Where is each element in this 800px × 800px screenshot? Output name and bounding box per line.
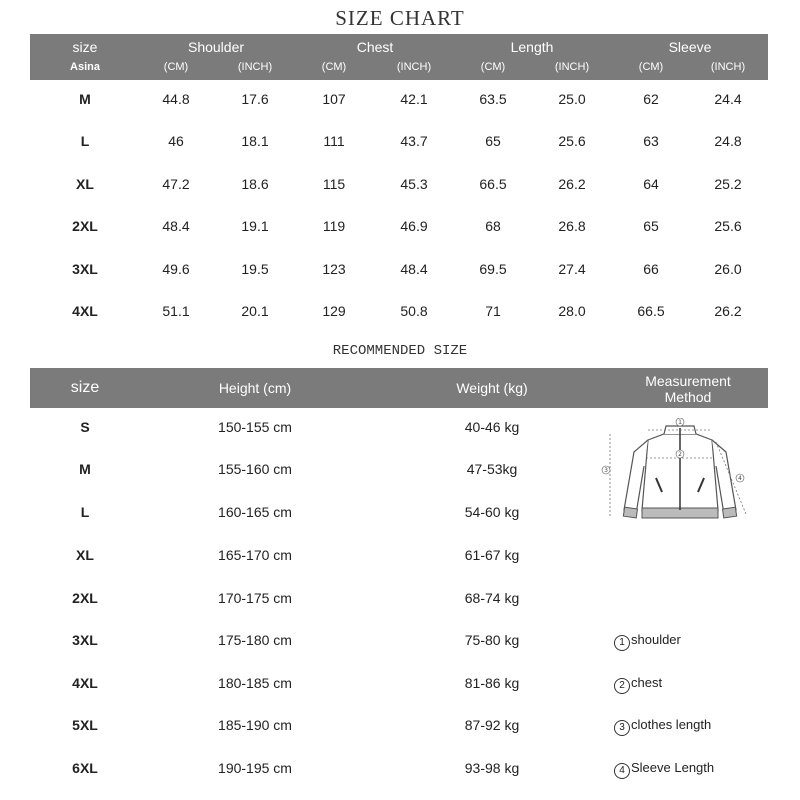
jacket-right-cuff [723, 507, 737, 518]
rec-height: 175-180 cm [218, 632, 292, 648]
value-cell: 62 [643, 91, 659, 107]
rec-size: S [80, 419, 90, 435]
size-cell: M [79, 91, 91, 107]
header-length: Length [510, 39, 554, 55]
size-cell: L [80, 133, 90, 149]
rec-height: 150-155 cm [218, 419, 292, 435]
value-cell: 107 [322, 91, 346, 107]
list-item [30, 590, 768, 610]
mark-1-text: 1 [678, 419, 682, 426]
rec-weight: 54-60 kg [464, 504, 520, 520]
value-cell: 69.5 [479, 261, 507, 277]
rec-header-measurement [645, 373, 731, 405]
value-cell: 71 [485, 303, 501, 319]
legend-label: clothes length [631, 717, 712, 732]
rec-height: 185-190 cm [218, 717, 292, 733]
rec-header-measurement-line2: Method [664, 389, 712, 405]
unit-chest-inch: (INCH) [396, 61, 432, 73]
size-chart-title: SIZE CHART [335, 6, 465, 30]
header-sleeve: Sleeve [668, 39, 712, 55]
unit-shoulder-inch: (INCH) [237, 61, 273, 73]
value-cell: 45.3 [400, 176, 428, 192]
rec-height: 155-160 cm [218, 461, 292, 477]
legend-clothes-length [614, 717, 711, 736]
rec-weight: 81-86 kg [464, 675, 520, 691]
value-cell: 50.8 [400, 303, 428, 319]
value-cell: 26.0 [714, 261, 742, 277]
rec-weight: 93-98 kg [464, 760, 520, 776]
value-cell: 25.6 [558, 133, 586, 149]
rec-weight: 40-46 kg [464, 419, 520, 435]
value-cell: 18.6 [241, 176, 269, 192]
value-cell: 43.7 [400, 133, 428, 149]
jacket-left-cuff [623, 507, 637, 518]
rec-size: 5XL [72, 717, 98, 733]
value-cell: 66 [643, 261, 659, 277]
rec-weight: 75-80 kg [464, 632, 520, 648]
size-cell: XL [76, 176, 94, 192]
rec-size: 3XL [72, 632, 98, 648]
value-cell: 119 [322, 218, 346, 234]
value-cell: 28.0 [558, 303, 586, 319]
mark-4-text: 4 [738, 475, 742, 482]
header-size: size [72, 39, 98, 55]
value-cell: 20.1 [241, 303, 269, 319]
recommended-header [30, 368, 768, 408]
unit-chest-cm: (CM) [321, 61, 347, 73]
value-cell: 19.1 [241, 218, 269, 234]
mark-3-text: 3 [604, 467, 608, 474]
rec-header-weight: Weight (kg) [456, 380, 528, 396]
rec-header-measurement-line1: Measurement [645, 373, 731, 389]
value-cell: 123 [322, 261, 346, 277]
rec-size: XL [76, 547, 94, 563]
rec-height: 160-165 cm [218, 504, 292, 520]
legend-number: 3 [614, 720, 630, 736]
value-cell: 26.2 [558, 176, 586, 192]
rec-header-height: Height (cm) [218, 380, 292, 396]
legend-sleeve-length [614, 760, 714, 779]
header-shoulder: Shoulder [187, 39, 245, 55]
value-cell: 24.4 [714, 91, 742, 107]
jacket-diagram [600, 418, 760, 530]
value-cell: 68 [485, 218, 501, 234]
header-chest: Chest [356, 39, 394, 55]
value-cell: 111 [323, 133, 345, 149]
rec-size: 4XL [72, 675, 98, 691]
legend-shoulder [614, 632, 681, 651]
value-cell: 129 [322, 303, 346, 319]
list-item [30, 547, 768, 567]
value-cell: 44.8 [162, 91, 190, 107]
legend-chest [614, 675, 662, 694]
rec-weight: 87-92 kg [464, 717, 520, 733]
size-cell: 4XL [72, 303, 98, 319]
table-row [30, 91, 768, 111]
rec-size: 6XL [72, 760, 98, 776]
value-cell: 51.1 [162, 303, 190, 319]
size-cell: 2XL [72, 218, 98, 234]
unit-length-cm: (CM) [480, 61, 506, 73]
value-cell: 42.1 [400, 91, 428, 107]
value-cell: 27.4 [558, 261, 586, 277]
rec-size: 2XL [72, 590, 98, 606]
table-row [30, 176, 768, 196]
value-cell: 66.5 [637, 303, 665, 319]
rec-weight: 47-53kg [466, 461, 518, 477]
value-cell: 64 [643, 176, 659, 192]
value-cell: 19.5 [241, 261, 269, 277]
unit-sleeve-inch: (INCH) [710, 61, 746, 73]
table-row [30, 261, 768, 281]
rec-weight: 68-74 kg [464, 590, 520, 606]
value-cell: 48.4 [400, 261, 428, 277]
rec-height: 170-175 cm [218, 590, 292, 606]
size-cell: 3XL [72, 261, 98, 277]
value-cell: 65 [643, 218, 659, 234]
value-cell: 46 [168, 133, 184, 149]
rec-size: M [79, 461, 91, 477]
value-cell: 47.2 [162, 176, 190, 192]
table-row [30, 133, 768, 153]
value-cell: 25.0 [558, 91, 586, 107]
rec-size: L [80, 504, 90, 520]
value-cell: 25.2 [714, 176, 742, 192]
rec-height: 165-170 cm [218, 547, 292, 563]
value-cell: 63 [643, 133, 659, 149]
value-cell: 18.1 [241, 133, 269, 149]
rec-header-size: size [70, 379, 100, 396]
value-cell: 115 [322, 176, 346, 192]
header-size-sub: Asina [70, 61, 100, 73]
legend-label: chest [631, 675, 663, 690]
value-cell: 63.5 [479, 91, 507, 107]
mark-2-text: 2 [678, 451, 682, 458]
size-chart-header [30, 34, 768, 80]
value-cell: 24.8 [714, 133, 742, 149]
unit-length-inch: (INCH) [554, 61, 590, 73]
rec-height: 190-195 cm [218, 760, 292, 776]
value-cell: 65 [485, 133, 501, 149]
rec-weight: 61-67 kg [464, 547, 520, 563]
value-cell: 26.2 [714, 303, 742, 319]
table-row [30, 218, 768, 238]
legend-number: 2 [614, 678, 630, 694]
legend-number: 4 [614, 763, 630, 779]
unit-sleeve-cm: (CM) [638, 61, 664, 73]
value-cell: 26.8 [558, 218, 586, 234]
legend-number: 1 [614, 635, 630, 651]
recommended-size-title: RECOMMENDED SIZE [332, 343, 468, 359]
legend-label: shoulder [631, 632, 681, 647]
value-cell: 48.4 [162, 218, 190, 234]
value-cell: 46.9 [400, 218, 428, 234]
value-cell: 25.6 [714, 218, 742, 234]
unit-shoulder-cm: (CM) [163, 61, 189, 73]
rec-height: 180-185 cm [218, 675, 292, 691]
legend-label: Sleeve Length [631, 760, 715, 775]
value-cell: 66.5 [479, 176, 507, 192]
value-cell: 17.6 [241, 91, 269, 107]
table-row [30, 303, 768, 323]
value-cell: 49.6 [162, 261, 190, 277]
